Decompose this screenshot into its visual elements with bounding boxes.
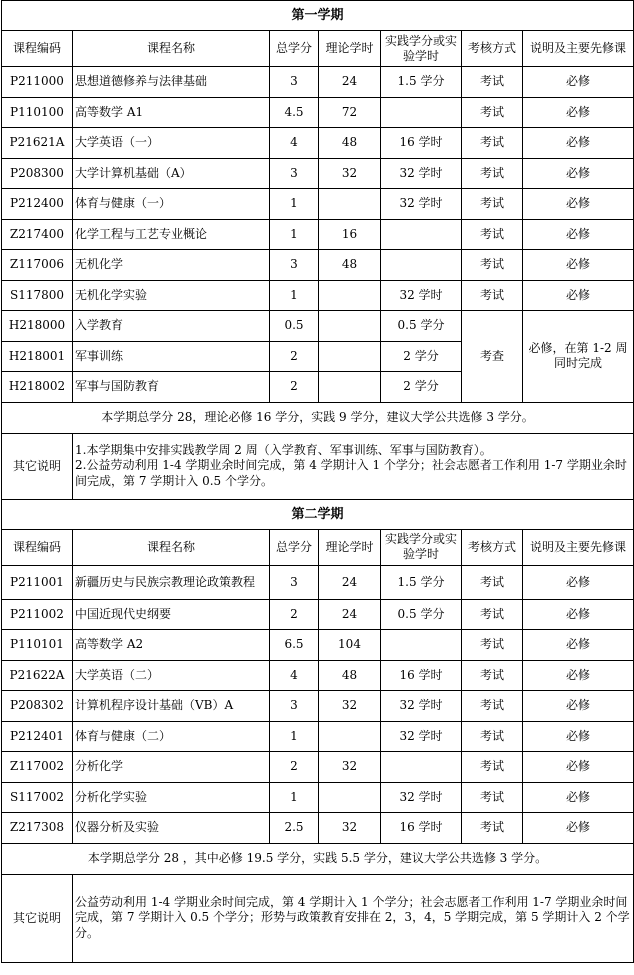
table-row xyxy=(2,630,634,661)
theory-hours xyxy=(319,280,381,311)
practice-credits: 0.5 学分 xyxy=(381,599,462,630)
assessment-method: 考试 xyxy=(462,158,523,189)
total-credits: 2 xyxy=(270,341,319,372)
course-code: P208300 xyxy=(2,158,73,189)
theory-hours: 24 xyxy=(319,67,381,98)
total-credits: 0.5 xyxy=(270,311,319,342)
header-assessment: 考核方式 xyxy=(462,31,523,67)
course-name: 军事训练 xyxy=(73,341,270,372)
assessment-method: 考试 xyxy=(462,219,523,250)
assessment-method: 考试 xyxy=(462,782,523,813)
summary-row xyxy=(2,843,634,874)
semester-title-row xyxy=(2,1,634,31)
theory-hours: 32 xyxy=(319,691,381,722)
course-code: S117002 xyxy=(2,782,73,813)
practice-credits: 32 学时 xyxy=(381,280,462,311)
practice-credits: 1.5 学分 xyxy=(381,67,462,98)
theory-hours xyxy=(319,311,381,342)
assessment-method: 考试 xyxy=(462,813,523,844)
theory-hours: 48 xyxy=(319,660,381,691)
total-credits: 3 xyxy=(270,565,319,599)
other-notes-row xyxy=(2,433,634,499)
course-name: 体育与健康（一） xyxy=(73,189,270,220)
table-row xyxy=(2,67,634,98)
course-note: 必修 xyxy=(523,219,634,250)
other-notes-text xyxy=(73,433,634,499)
total-credits: 6.5 xyxy=(270,630,319,661)
theory-hours: 24 xyxy=(319,599,381,630)
assessment-method: 考试 xyxy=(462,189,523,220)
other-note-line: 1.本学期集中安排实践教学周 2 周（入学教育、军事训练、军事与国防教育）。 xyxy=(75,442,492,457)
course-note: 必修 xyxy=(523,813,634,844)
course-code: Z217308 xyxy=(2,813,73,844)
table-row xyxy=(2,250,634,281)
assessment-method: 考试 xyxy=(462,250,523,281)
curriculum-table xyxy=(1,0,634,963)
practice-credits: 32 学时 xyxy=(381,158,462,189)
theory-hours xyxy=(319,189,381,220)
theory-hours xyxy=(319,341,381,372)
assessment-method: 考试 xyxy=(462,280,523,311)
theory-hours xyxy=(319,372,381,403)
table-row xyxy=(2,219,634,250)
total-credits: 3 xyxy=(270,250,319,281)
total-credits: 1 xyxy=(270,219,319,250)
practice-credits: 32 学时 xyxy=(381,782,462,813)
total-credits: 1 xyxy=(270,189,319,220)
practice-credits xyxy=(381,97,462,128)
practice-credits: 1.5 学分 xyxy=(381,565,462,599)
header-notes: 说明及主要先修课 xyxy=(523,529,634,565)
course-name: 高等数学 A2 xyxy=(73,630,270,661)
table-row xyxy=(2,189,634,220)
course-code: P211001 xyxy=(2,565,73,599)
assessment-method: 考试 xyxy=(462,565,523,599)
course-code: P21621A xyxy=(2,128,73,159)
practice-credits xyxy=(381,630,462,661)
assessment-method: 考试 xyxy=(462,721,523,752)
table-row xyxy=(2,813,634,844)
practice-credits: 16 学时 xyxy=(381,128,462,159)
header-assessment: 考核方式 xyxy=(462,529,523,565)
course-code: H218001 xyxy=(2,341,73,372)
course-note: 必修 xyxy=(523,158,634,189)
course-note: 必修 xyxy=(523,565,634,599)
total-credits: 4.5 xyxy=(270,97,319,128)
other-note-line: 2.公益劳动利用 1-4 学期业余时间完成，第 4 学期计入 1 个学分；社会志愿者工作利用 1-7 学期业余时间完成，第 7 学期计入 0.5 个学分。 xyxy=(75,458,627,488)
other-notes-row xyxy=(2,874,634,962)
assessment-method: 考试 xyxy=(462,752,523,783)
table-row xyxy=(2,691,634,722)
total-credits: 4 xyxy=(270,660,319,691)
other-notes-text: 公益劳动利用 1-4 学期业余时间完成，第 4 学期计入 1 个学分；社会志愿者工作利用 1-7 学期业余时间完成，第 7 学期计入 0.5 个学分；形势与政策教育安排在 2，3，4，5 学期完成，第 5 学期计入 2 个学分。 xyxy=(73,874,634,962)
course-code: P211000 xyxy=(2,67,73,98)
total-credits: 1 xyxy=(270,721,319,752)
course-name: 无机化学 xyxy=(73,250,270,281)
semester-title-row xyxy=(2,499,634,529)
total-credits: 3 xyxy=(270,67,319,98)
header-course-code: 课程编码 xyxy=(2,529,73,565)
practice-credits: 32 学时 xyxy=(381,691,462,722)
course-note: 必修 xyxy=(523,67,634,98)
practice-credits: 16 学时 xyxy=(381,813,462,844)
semester-summary: 本学期总学分 28 ，其中必修 19.5 学分，实践 5.5 学分，建议大学公共选修 3 学分。 xyxy=(2,843,634,874)
table-row xyxy=(2,752,634,783)
assessment-method: 考试 xyxy=(462,97,523,128)
practice-credits: 0.5 学分 xyxy=(381,311,462,342)
course-name: 大学英语（二） xyxy=(73,660,270,691)
course-code: P212401 xyxy=(2,721,73,752)
table-row xyxy=(2,128,634,159)
table-row xyxy=(2,158,634,189)
total-credits: 1 xyxy=(270,782,319,813)
course-code: H218002 xyxy=(2,372,73,403)
table-row xyxy=(2,599,634,630)
table-row xyxy=(2,721,634,752)
header-theory-hours: 理论学时 xyxy=(319,529,381,565)
course-code: P21622A xyxy=(2,660,73,691)
theory-hours: 48 xyxy=(319,128,381,159)
course-note: 必修 xyxy=(523,630,634,661)
semester-title: 第二学期 xyxy=(2,499,634,529)
assessment-method: 考试 xyxy=(462,660,523,691)
course-note: 必修 xyxy=(523,660,634,691)
header-course-name: 课程名称 xyxy=(73,529,270,565)
other-notes-label: 其它说明 xyxy=(2,874,73,962)
table-row xyxy=(2,311,634,342)
course-name: 大学英语（一） xyxy=(73,128,270,159)
total-credits: 3 xyxy=(270,691,319,722)
practice-credits: 2 学分 xyxy=(381,372,462,403)
header-row xyxy=(2,529,634,565)
course-name: 体育与健康（二） xyxy=(73,721,270,752)
total-credits: 3 xyxy=(270,158,319,189)
table-row xyxy=(2,565,634,599)
theory-hours: 24 xyxy=(319,565,381,599)
header-practice: 实践学分或实验学时 xyxy=(381,31,462,67)
theory-hours xyxy=(319,721,381,752)
assessment-method: 考试 xyxy=(462,691,523,722)
course-name: 分析化学 xyxy=(73,752,270,783)
course-note: 必修 xyxy=(523,250,634,281)
total-credits: 2 xyxy=(270,752,319,783)
course-note: 必修 xyxy=(523,128,634,159)
course-name: 高等数学 A1 xyxy=(73,97,270,128)
semester-summary: 本学期总学分 28，理论必修 16 学分，实践 9 学分，建议大学公共选修 3 学分。 xyxy=(2,402,634,433)
course-note: 必修 xyxy=(523,280,634,311)
practice-credits xyxy=(381,752,462,783)
course-name: 新疆历史与民族宗教理论政策教程 xyxy=(73,565,270,599)
practice-credits xyxy=(381,219,462,250)
course-note: 必修，在第 1-2 周同时完成 xyxy=(523,311,634,403)
practice-credits: 32 学时 xyxy=(381,189,462,220)
course-note: 必修 xyxy=(523,782,634,813)
total-credits: 4 xyxy=(270,128,319,159)
course-name: 军事与国防教育 xyxy=(73,372,270,403)
assessment-method: 考试 xyxy=(462,630,523,661)
assessment-method: 考试 xyxy=(462,67,523,98)
practice-credits xyxy=(381,250,462,281)
header-course-name: 课程名称 xyxy=(73,31,270,67)
theory-hours: 72 xyxy=(319,97,381,128)
course-name: 计算机程序设计基础（VB）A xyxy=(73,691,270,722)
course-note: 必修 xyxy=(523,599,634,630)
course-code: Z117006 xyxy=(2,250,73,281)
table-row xyxy=(2,97,634,128)
total-credits: 1 xyxy=(270,280,319,311)
course-name: 无机化学实验 xyxy=(73,280,270,311)
course-code: Z117002 xyxy=(2,752,73,783)
theory-hours xyxy=(319,782,381,813)
course-name: 思想道德修养与法律基础 xyxy=(73,67,270,98)
header-total-credits: 总学分 xyxy=(270,529,319,565)
header-notes: 说明及主要先修课 xyxy=(523,31,634,67)
course-note: 必修 xyxy=(523,97,634,128)
course-name: 中国近现代史纲要 xyxy=(73,599,270,630)
total-credits: 2.5 xyxy=(270,813,319,844)
practice-credits: 16 学时 xyxy=(381,660,462,691)
header-total-credits: 总学分 xyxy=(270,31,319,67)
header-theory-hours: 理论学时 xyxy=(319,31,381,67)
course-code: P110101 xyxy=(2,630,73,661)
header-course-code: 课程编码 xyxy=(2,31,73,67)
course-note: 必修 xyxy=(523,752,634,783)
theory-hours: 32 xyxy=(319,158,381,189)
assessment-method: 考试 xyxy=(462,599,523,630)
course-code: Z217400 xyxy=(2,219,73,250)
practice-credits: 32 学时 xyxy=(381,721,462,752)
course-note: 必修 xyxy=(523,721,634,752)
assessment-method: 考查 xyxy=(462,311,523,403)
semester-title: 第一学期 xyxy=(2,1,634,31)
course-name: 化学工程与工艺专业概论 xyxy=(73,219,270,250)
course-code: P110100 xyxy=(2,97,73,128)
course-code: P211002 xyxy=(2,599,73,630)
course-name: 入学教育 xyxy=(73,311,270,342)
practice-credits: 2 学分 xyxy=(381,341,462,372)
course-code: P212400 xyxy=(2,189,73,220)
course-name: 大学计算机基础（A） xyxy=(73,158,270,189)
course-code: P208302 xyxy=(2,691,73,722)
other-notes-label: 其它说明 xyxy=(2,433,73,499)
table-row xyxy=(2,782,634,813)
theory-hours: 48 xyxy=(319,250,381,281)
course-note: 必修 xyxy=(523,691,634,722)
table-row xyxy=(2,660,634,691)
theory-hours: 32 xyxy=(319,752,381,783)
course-code: S117800 xyxy=(2,280,73,311)
header-row xyxy=(2,31,634,67)
summary-row xyxy=(2,402,634,433)
course-name: 仪器分析及实验 xyxy=(73,813,270,844)
assessment-method: 考试 xyxy=(462,128,523,159)
total-credits: 2 xyxy=(270,599,319,630)
course-code: H218000 xyxy=(2,311,73,342)
theory-hours: 32 xyxy=(319,813,381,844)
total-credits: 2 xyxy=(270,372,319,403)
header-practice: 实践学分或实验学时 xyxy=(381,529,462,565)
course-name: 分析化学实验 xyxy=(73,782,270,813)
course-note: 必修 xyxy=(523,189,634,220)
theory-hours: 104 xyxy=(319,630,381,661)
table-row xyxy=(2,280,634,311)
theory-hours: 16 xyxy=(319,219,381,250)
